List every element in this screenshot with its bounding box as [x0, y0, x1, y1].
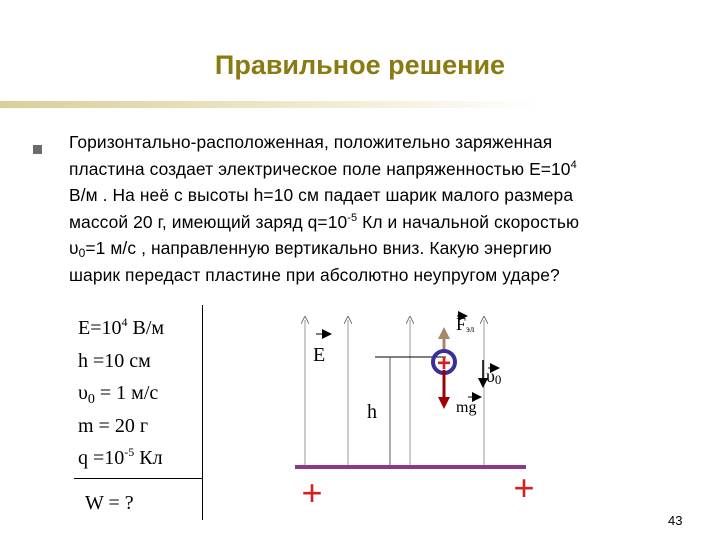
ball-charge-sign: + — [436, 350, 452, 377]
given-charge: $q =10^{-5}$ Кл — [78, 445, 163, 469]
problem-line-2: пластина создает электрическое поле напряженностью $Е=10^4$ — [69, 158, 577, 179]
problem-line-3: В/м . На неё с высоты h=10 см падает шарик малого размера — [69, 185, 574, 205]
problem-line-5: $\upsilon_0=1$ м/с , направленную вертикально вниз. Какую энергию — [69, 238, 552, 260]
problem-line-1: Горизонтально-расположенная, положительно заряженная — [69, 132, 553, 152]
given-mass: m = 20 г — [78, 414, 149, 437]
height-label: h — [367, 401, 377, 423]
problem-line-4: массой 20 г, имеющий заряд $q=10^{-5}$ Кл и начальной скоростью — [69, 211, 580, 232]
gravity-label: mg — [456, 399, 477, 416]
title-underline — [0, 101, 540, 108]
find-unknown: W = ? — [85, 492, 134, 514]
velocity-label: υ0 — [486, 366, 502, 387]
problem-text — [69, 129, 669, 288]
given-divider-vertical — [202, 305, 203, 520]
problem-line-6: шарик передаст пластине при абсолютно неупругом ударе? — [69, 264, 560, 285]
bullet-icon — [33, 145, 42, 154]
plate-charge-right: + — [513, 467, 535, 508]
physics-diagram — [280, 300, 540, 510]
slide-title: Правильное решение — [214, 50, 506, 80]
plate-charge-left: + — [301, 472, 323, 510]
force-label: Fэл — [456, 314, 475, 334]
given-velocity: $\upsilon_0 = 1$ м/с — [78, 382, 159, 407]
field-label: E — [313, 344, 326, 366]
given-field-strength: $Е=10^4$ В/м — [78, 315, 165, 339]
given-divider-horizontal — [74, 478, 203, 479]
given-list — [78, 312, 164, 475]
given-height: h =10 см — [78, 349, 151, 372]
page-number: 43 — [668, 513, 683, 528]
